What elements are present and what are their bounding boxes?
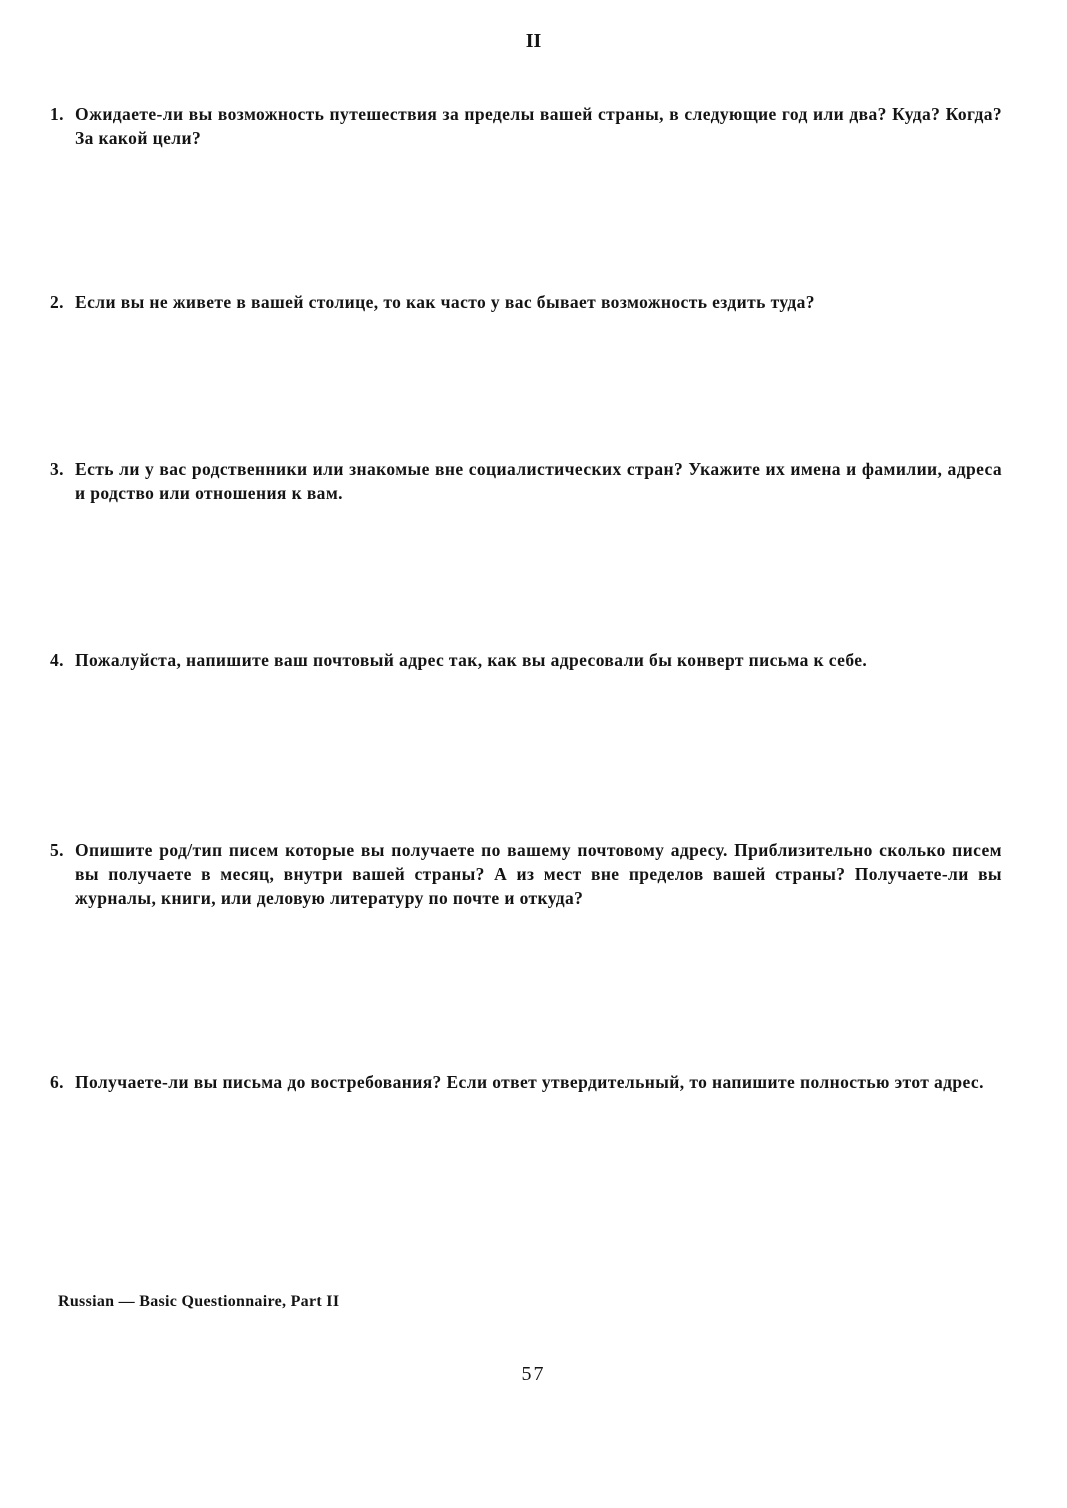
question-number: 3. [50,459,64,479]
question-4 [50,648,1002,672]
question-text: Ожидаете-ли вы возможность путешествия за пределы вашей страны, в следующие год или два? Куда? Когда? За какой цели? [75,104,1002,148]
question-text: Пожалуйста, напишите ваш почтовый адрес так, как вы адресовали бы конверт письма к себе. [75,650,868,670]
question-number: 4. [50,650,64,670]
question-number: 1. [50,104,64,124]
question-number: 5. [50,840,64,860]
question-number: 6. [50,1072,64,1092]
question-1 [50,102,1002,150]
question-text: Получаете-ли вы письма до востребования? Если ответ утвердительный, то напишите полностью этот адрес. [75,1072,984,1092]
page-number: 57 [521,1363,546,1385]
question-text: Есть ли у вас родственники или знакомые вне социалистических стран? Укажите их имена и фамилии, адреса и родство или отношения к вам. [75,459,1002,503]
question-text: Опишите род/тип писем которые вы получаете по вашему почтовому адресу. Приблизительно сколько писем вы получаете в месяц, внутри вашей страны? А из мест вне пределов вашей страны? Получаете-ли вы журналы, книги, или деловую литературу по почте и откуда? [75,840,1002,908]
question-6 [50,1070,1002,1094]
question-number: 2. [50,292,64,312]
question-3 [50,457,1002,505]
question-text: Если вы не живете в вашей столице, то как часто у вас бывает возможность ездить туда? [75,292,815,312]
question-2 [50,290,1002,314]
footer-label: Russian — Basic Questionnaire, Part II [58,1293,340,1310]
question-5 [50,838,1002,910]
section-heading: II [525,30,542,52]
